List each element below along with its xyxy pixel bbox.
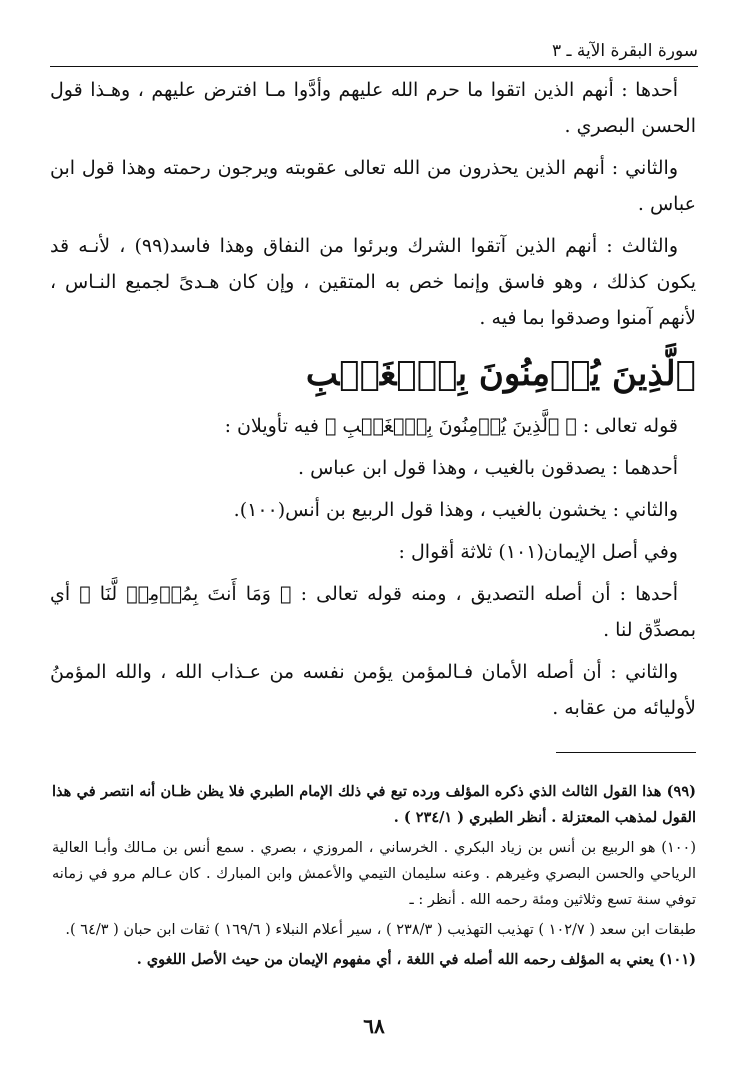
paragraph-first-view: أحدها : أنهم الذين اتقوا ما حرم الله عليهم وأدَّوا مـا افترض عليهم ، وهـذا قول الحسن البصري . <box>50 79 696 137</box>
paragraph-origin-one: أحدها : أن أصله التصديق ، ومنه قوله تعالى : ﴿ وَمَا أَنتَ بِمُؤۡمِنٖ لَّنَا ﴾ أي بمصدِّق لنا . <box>50 583 696 641</box>
footnote-divider <box>556 752 696 753</box>
paragraph-iman-origin: وفي أصل الإيمان(١٠١) ثلاثة أقوال : <box>398 541 678 563</box>
verse-heading: ٱلَّذِينَ يُؤۡمِنُونَ بِٱلۡغَيۡبِ <box>305 354 696 394</box>
paragraph-interpretation-two: والثاني : يخشون بالغيب ، وهذا قول الربيع بن أنس(١٠٠). <box>233 499 678 521</box>
paragraph-verse-intro: قوله تعالى : ﴿ ٱلَّذِينَ يُؤۡمِنُونَ بِٱلۡغَيۡبِ ﴾ فيه تأويلان : <box>224 415 678 437</box>
page-number: ٦٨ <box>363 1014 385 1038</box>
paragraph-origin-two: والثاني : أن أصله الأمان فـالمؤمن يؤمن نفسه من عـذاب الله ، والله المؤمنُ لأوليائه من عقابه . <box>50 661 696 719</box>
surah-title: سورة البقرة الآية ـ ٣ <box>551 41 698 61</box>
footnote-100-references: طبقات ابن سعد ( ١٠٢/٧ ) تهذيب التهذيب ( ٢٣٨/٣ ) ، سير أعلام النبلاء ( ١٦٩/٦ ) ثقات ابن حبان ( ٦٤/٣ ). <box>65 922 696 938</box>
footnote-101: (١٠١) يعني به المؤلف رحمه الله أصله في اللغة ، أي مفهوم الإيمان من حيث الأصل اللغوي . <box>136 951 696 968</box>
paragraph-second-view: والثاني : أنهم الذين يحذرون من الله تعالى عقوبته ويرجون رحمته وهذا قول ابن عباس . <box>50 157 696 215</box>
footnote-99: (٩٩) هذا القول الثالث الذي ذكره المؤلف ورده تبع في ذلك الإمام الطبري فلا يظن ظـان أنه انتصر في هذا القول لمذهب المعتزلة . أنظر الطبري ( ٢٣٤/١ ) . <box>52 783 696 826</box>
paragraph-interpretation-one: أحدهما : يصدقون بالغيب ، وهذا قول ابن عباس . <box>298 457 678 479</box>
footnotes <box>52 752 696 977</box>
page-header <box>50 40 698 67</box>
main-text <box>50 72 696 732</box>
footnote-100: (١٠٠) هو الربيع بن أنس بن زياد البكري . الخرساني ، المروزي ، بصري . سمع أنس بن مـالك وأبـا العالية الرياحي والحسن البصري وغيرهم . وعنه سليمان التيمي والأعمش وابن المبارك . كان عـالم مرو في زمانه توفي سنة تسع وثلاثين ومئة رحمه الله . أنظر : ـ <box>52 840 696 908</box>
paragraph-third-view: والثالث : أنهم الذين آتقوا الشرك وبرئوا من النفاق وهذا فاسد(٩٩) ، لأنـه قد يكون كذلك ، وهو فاسق وإنما خص به المتقين ، وإن كان هـدىً لجميع النـاس ، لأنهم آمنوا وصدقوا بما فيه . <box>50 235 696 329</box>
